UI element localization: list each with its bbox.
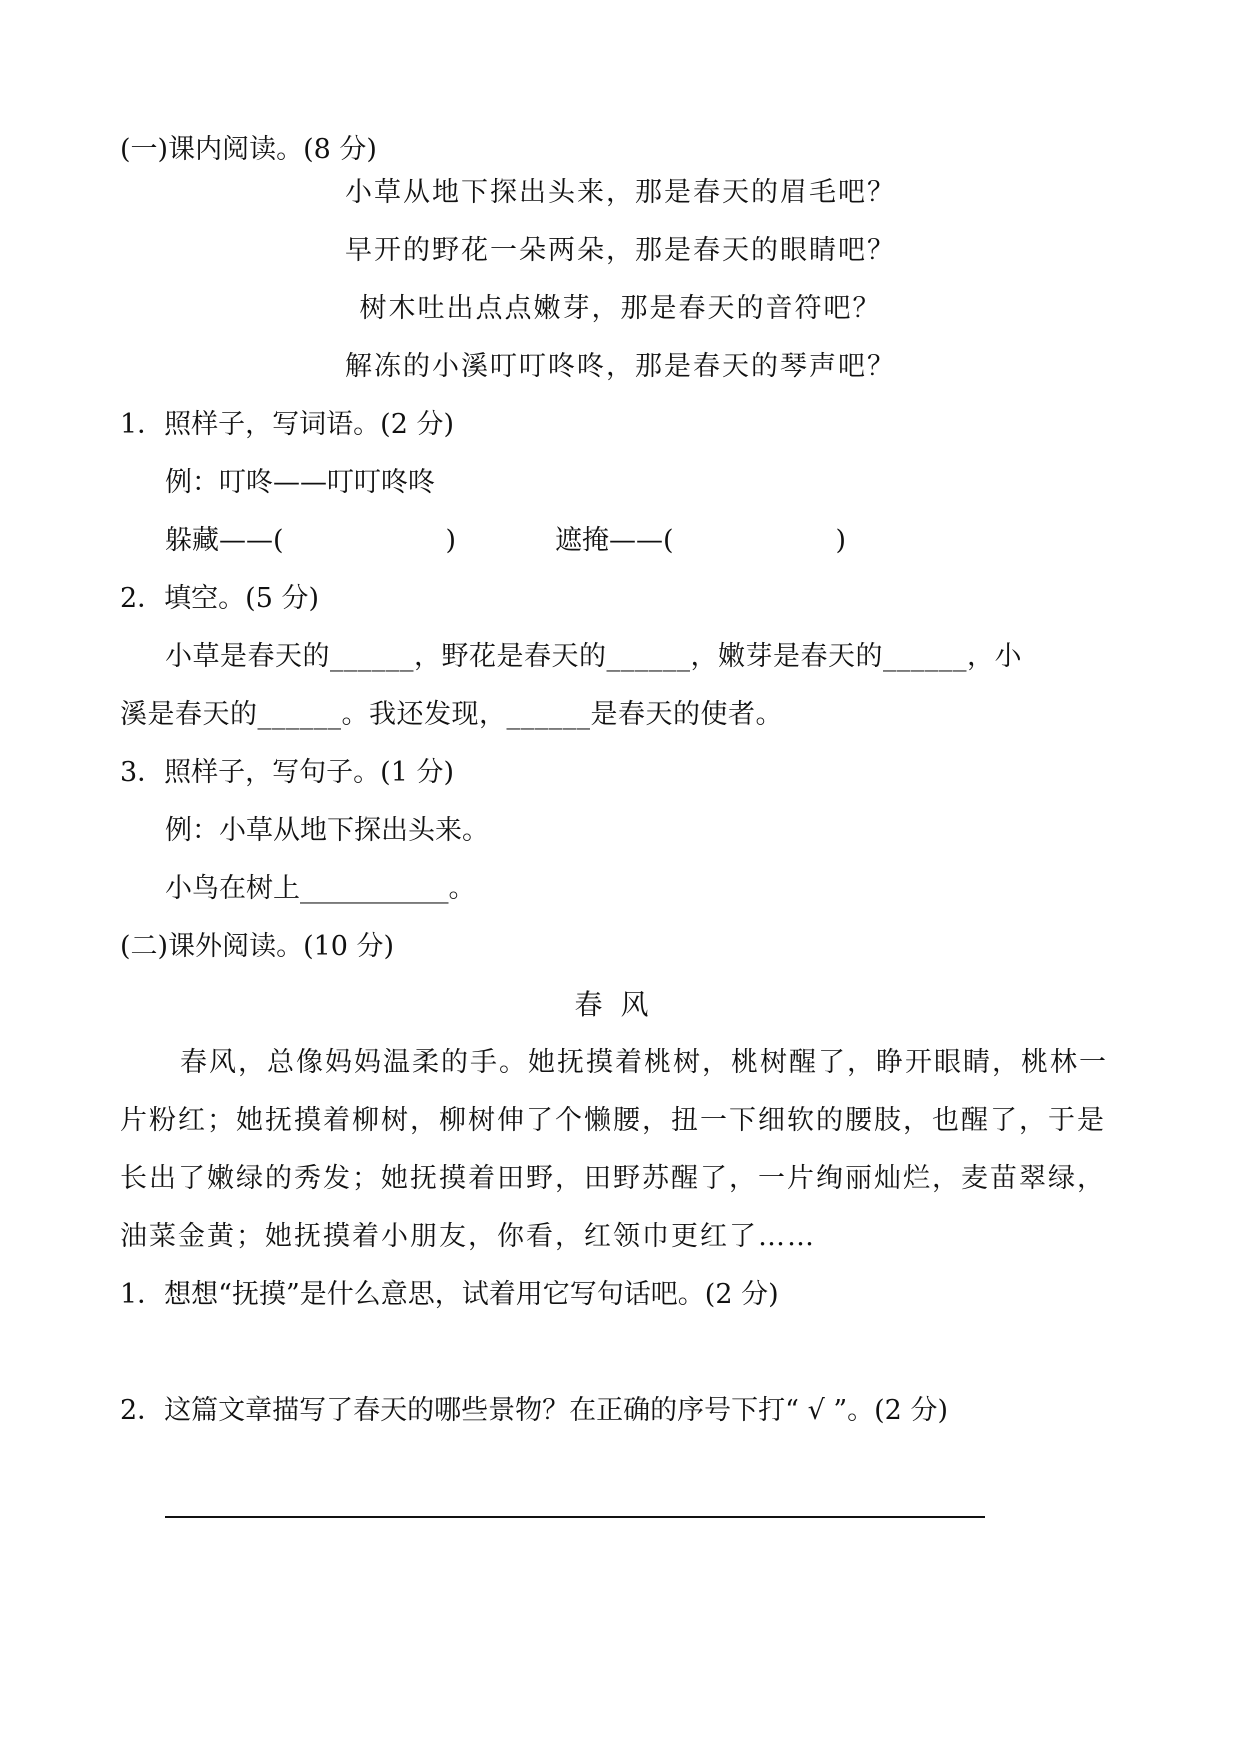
q3-prompt: 3．照样子，写句子。(1 分) [120, 757, 455, 788]
q1-item-duocang: 躲藏——( ) [165, 525, 457, 556]
poem-line-1: 小草从地下探出头来，那是春天的眉毛吧？ [345, 177, 896, 208]
q3-item: 小鸟在树上___________。 [165, 873, 476, 904]
section2-heading: (二)课外阅读。(10 分) [120, 931, 395, 962]
passage-line-1: 春风，总像妈妈温柔的手。她抚摸着桃树，桃树醒了，睁开眼睛，桃林一 [180, 1047, 1108, 1078]
passage-title: 春风 [574, 988, 667, 1021]
passage-line-4: 油菜金黄；她抚摸着小朋友，你看，红领巾更红了…… [120, 1221, 816, 1252]
q2-prompt: 2．填空。(5 分) [120, 583, 320, 614]
poem-line-4: 解冻的小溪叮叮咚咚，那是春天的琴声吧？ [345, 351, 896, 382]
q1-item-zheyan: 遮掩——( ) [555, 525, 847, 556]
q3-example: 例：小草从地下探出头来。 [165, 815, 489, 846]
passage-line-2: 片粉红；她抚摸着柳树，柳树伸了个懒腰，扭一下细软的腰肢，也醒了，于是 [120, 1105, 1106, 1136]
q1-example: 例：叮咚——叮叮咚咚 [165, 467, 435, 498]
q2-fill-line-1: 小草是春天的______，野花是春天的______，嫩芽是春天的______，小 [165, 641, 1022, 672]
section2-q1-prompt: 1．想想“抚摸”是什么意思，试着用它写句话吧。(2 分) [120, 1279, 779, 1310]
q1-prompt: 1．照样子，写词语。(2 分) [120, 409, 455, 440]
poem-line-2: 早开的野花一朵两朵，那是春天的眼睛吧？ [345, 235, 896, 266]
section2-q2-prompt: 2．这篇文章描写了春天的哪些景物？在正确的序号下打“ √ ”。(2 分) [120, 1395, 948, 1426]
q2-fill-line-2: 溪是春天的______。我还发现，______是春天的使者。 [120, 699, 783, 730]
section1-heading: (一)课内阅读。(8 分) [120, 134, 377, 165]
poem-line-3: 树木吐出点点嫩芽，那是春天的音符吧？ [359, 293, 882, 324]
passage-line-3: 长出了嫩绿的秀发；她抚摸着田野，田野苏醒了，一片绚丽灿烂，麦苗翠绿， [120, 1163, 1106, 1194]
answer-line[interactable] [165, 1516, 985, 1518]
